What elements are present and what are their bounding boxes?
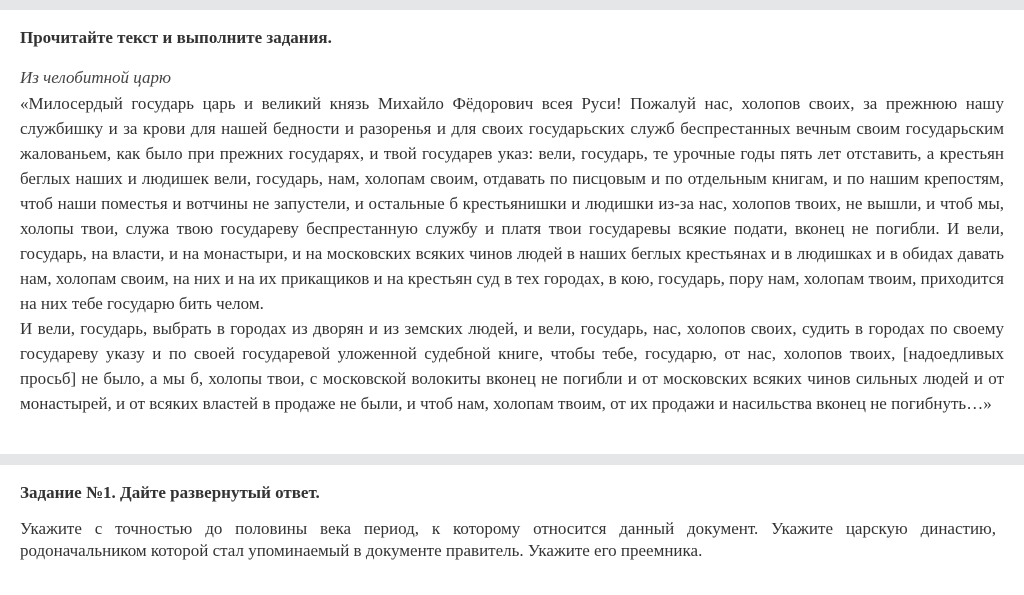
document-text [20,91,1004,416]
task-title: Задание №1. Дайте развернутый ответ. [20,483,320,502]
source-title: Из челобитной царю [20,68,171,87]
document-paragraph: «Милосердый государь царь и великий князь Михайло Фёдорович всея Руси! Пожалуй нас, холопов своих, за прежнюю нашу службишку и за крови для нашей бедности и разоренья и для своих государьских служб беспрестанных вечным своим государьским жалованьем, как было при прежних государях, и твой государев указ: вели, государь, те урочные годы пять лет отставить, а крестьян беглых наших и людишек вели, государь, нам, холопам своим, отдавать по писцовым и по отдельным книгам, и по нашим крепостям, чтоб наши поместья и вотчины не запустели, и остальные б крестьянишки и людишки из-за нас, холопов твоих, не вышли, и чтоб мы, холопы твои, служа твою государеву беспрестанную службу и платя твои государевы всякие подати, вконец не погибли. И вели, государь, на власти, и на монастыри, и на московских всяких чинов людей в наших беглых крестьянах и в людишках и в обидах давать нам, холопам своим, на них и на их прикащиков и на крестьян суд в тех городах, в кою, государь, пору нам, холопам твоим, приходится на них тебе государю бить челом. [20,94,1004,313]
task-card [0,465,1024,595]
task-text: Укажите с точностью до половины века период, к которому относится данный документ. Укажите царскую династию, родоначальником которой стал упоминаемый в документе правитель. Укажите его преемника. [20,519,996,560]
document-paragraph: И вели, государь, выбрать в городах из дворян и из земских людей, и вели, государь, нас, холопов своих, судить в городах по своему государеву указу и по своей государевой уложенной судебной книге, чтобы тебе, государю, от нас, холопов твоих, [надоедливых просьб] не было, а мы б, холопы твои, с московской волокиты вконец не погибли и от московских всяких чинов сильных людей и от монастырей, и от всяких властей в продаже не были, и чтоб нам, холопам твоим, от их продажи и насильства вконец не погибнуть…» [20,319,1004,413]
reading-card [0,10,1024,454]
reading-instruction: Прочитайте текст и выполните задания. [20,28,332,47]
